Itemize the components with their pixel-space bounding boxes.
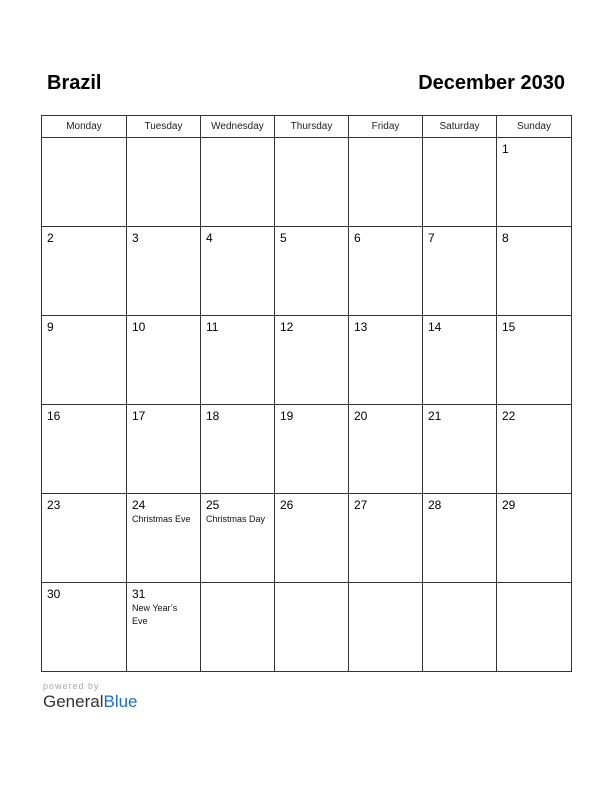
week-row	[42, 227, 572, 316]
day-cell	[42, 405, 127, 494]
powered-by-text: powered by	[43, 681, 100, 691]
day-cell	[423, 494, 497, 583]
day-number: 27	[354, 498, 368, 512]
day-number: 1	[502, 142, 509, 156]
day-number: 4	[206, 231, 213, 245]
day-cell	[42, 494, 127, 583]
weekday-header: Sunday	[497, 116, 572, 138]
weekday-header: Friday	[349, 116, 423, 138]
day-number: 5	[280, 231, 287, 245]
holiday-label: Christmas Day	[206, 514, 266, 524]
day-number: 13	[354, 320, 368, 334]
day-number: 15	[502, 320, 516, 334]
day-number: 22	[502, 409, 516, 423]
day-cell	[127, 494, 201, 583]
day-cell	[275, 405, 349, 494]
day-number: 20	[354, 409, 368, 423]
calendar-grid	[41, 115, 572, 672]
week-row	[42, 138, 572, 227]
day-number: 8	[502, 231, 509, 245]
day-number: 6	[354, 231, 361, 245]
day-number: 25	[206, 498, 220, 512]
day-cell	[349, 316, 423, 405]
empty-day-cell	[201, 138, 275, 227]
empty-day-cell	[349, 583, 423, 672]
day-cell	[497, 494, 572, 583]
day-cell	[423, 405, 497, 494]
day-cell	[127, 583, 201, 672]
day-cell	[349, 227, 423, 316]
day-number: 28	[428, 498, 442, 512]
day-cell	[127, 227, 201, 316]
empty-day-cell	[275, 583, 349, 672]
day-number: 26	[280, 498, 294, 512]
day-cell	[42, 227, 127, 316]
day-number: 30	[47, 587, 61, 601]
week-row	[42, 316, 572, 405]
empty-day-cell	[127, 138, 201, 227]
day-cell	[497, 405, 572, 494]
day-number: 21	[428, 409, 442, 423]
day-cell	[423, 227, 497, 316]
day-number: 14	[428, 320, 442, 334]
footer-branding	[43, 681, 138, 712]
day-number: 23	[47, 498, 61, 512]
weekday-header: Wednesday	[201, 116, 275, 138]
country-title: Brazil	[47, 72, 102, 94]
day-cell	[201, 405, 275, 494]
day-cell	[423, 316, 497, 405]
day-cell	[42, 583, 127, 672]
empty-day-cell	[349, 138, 423, 227]
week-row	[42, 494, 572, 583]
empty-day-cell	[423, 138, 497, 227]
holiday-label: New Year’s Eve	[132, 603, 178, 626]
weekday-header: Saturday	[423, 116, 497, 138]
day-number: 19	[280, 409, 294, 423]
day-cell	[275, 227, 349, 316]
day-cell	[349, 405, 423, 494]
day-cell	[127, 316, 201, 405]
day-number: 31	[132, 587, 146, 601]
day-number: 16	[47, 409, 61, 423]
day-number: 12	[280, 320, 294, 334]
week-row	[42, 583, 572, 672]
empty-day-cell	[42, 138, 127, 227]
week-row	[42, 405, 572, 494]
brand-blue-text: Blue	[103, 692, 138, 711]
day-number: 2	[47, 231, 54, 245]
day-cell	[275, 494, 349, 583]
weekday-header: Monday	[42, 116, 127, 138]
day-number: 17	[132, 409, 146, 423]
day-cell	[127, 405, 201, 494]
empty-day-cell	[275, 138, 349, 227]
day-number: 3	[132, 231, 139, 245]
empty-day-cell	[201, 583, 275, 672]
empty-day-cell	[497, 583, 572, 672]
weekday-header-row	[42, 116, 572, 138]
day-cell	[497, 138, 572, 227]
day-cell	[201, 227, 275, 316]
day-cell	[201, 494, 275, 583]
day-number: 29	[502, 498, 516, 512]
day-cell	[497, 227, 572, 316]
day-cell	[201, 316, 275, 405]
day-number: 18	[206, 409, 220, 423]
month-year-title: December 2030	[418, 72, 565, 94]
generalblue-logo[interactable]	[43, 692, 138, 712]
day-number: 10	[132, 320, 146, 334]
brand-general-text: General	[43, 692, 104, 711]
weekday-header: Thursday	[275, 116, 349, 138]
day-number: 24	[132, 498, 146, 512]
day-number: 9	[47, 320, 54, 334]
day-number: 7	[428, 231, 435, 245]
weekday-header: Tuesday	[127, 116, 201, 138]
day-cell	[275, 316, 349, 405]
day-cell	[497, 316, 572, 405]
holiday-label: Christmas Eve	[132, 514, 191, 524]
day-cell	[349, 494, 423, 583]
day-cell	[42, 316, 127, 405]
day-number: 11	[206, 320, 219, 334]
empty-day-cell	[423, 583, 497, 672]
